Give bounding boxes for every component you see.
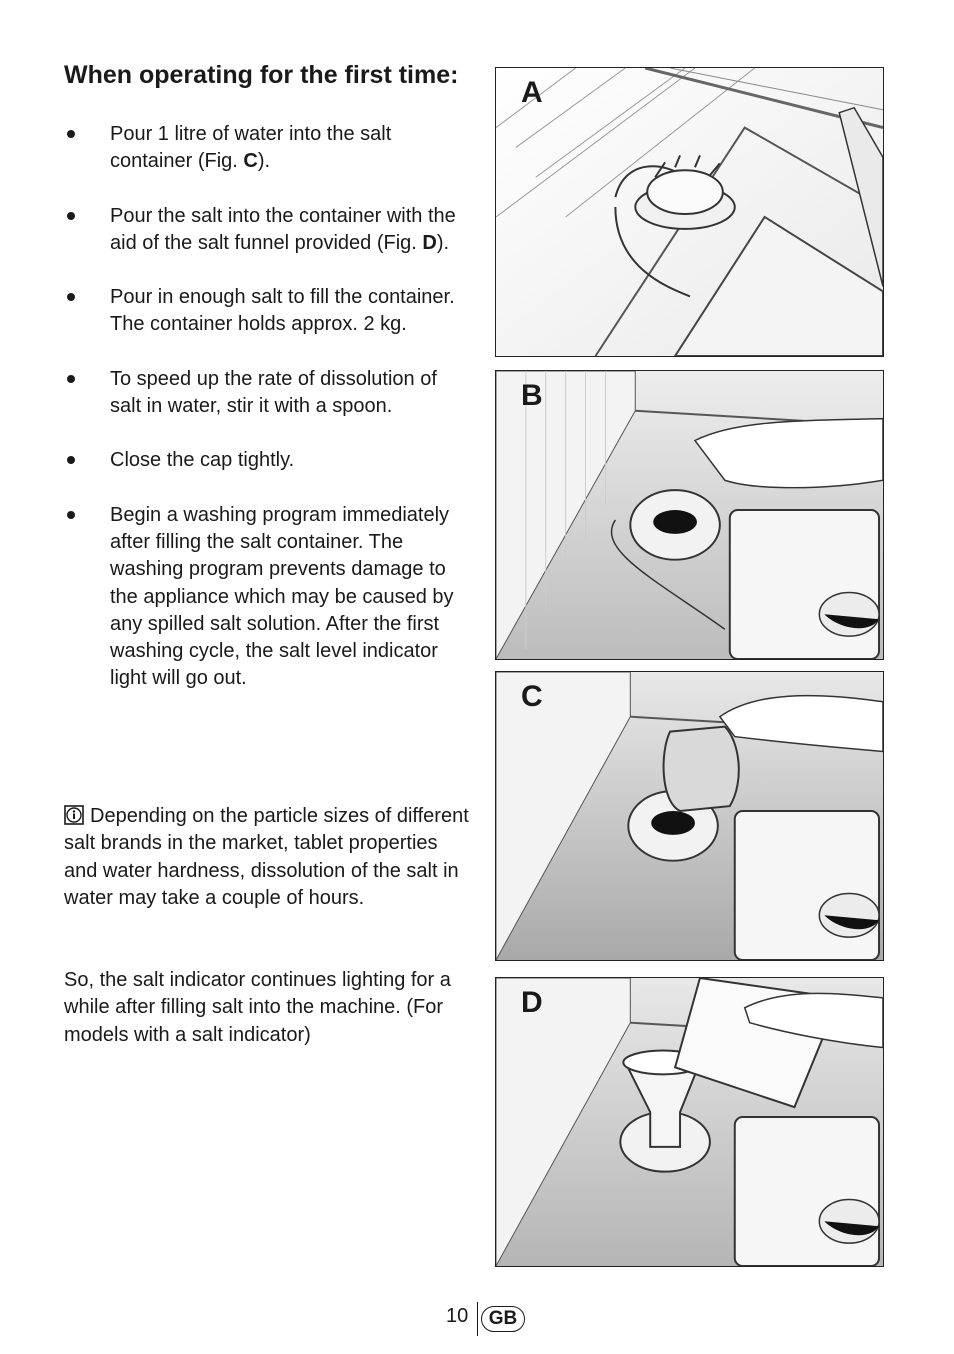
salt-indicator-note: So, the salt indicator continues lighting for a while after filling salt into the machine. (For models with a salt indicator) — [64, 969, 451, 1046]
section-heading: When operating for the first time: — [64, 61, 459, 89]
instruction-list — [64, 121, 464, 693]
figure-label: A — [521, 76, 543, 109]
figure-a-illustration — [496, 68, 883, 356]
language-badge: GB — [481, 1306, 525, 1332]
step-text: Pour the salt into the container with the aid of the salt funnel provided (Fig. — [110, 204, 456, 254]
step-text-end: ). — [436, 231, 450, 254]
step-text: To speed up the rate of dissolution of salt in water, stir it with a spoon. — [110, 367, 437, 418]
info-icon — [64, 805, 84, 825]
figure-c — [495, 671, 884, 961]
step-text: Pour 1 litre of water into the salt container (Fig. — [110, 123, 392, 173]
info-note — [64, 803, 469, 912]
fig-ref: D — [422, 231, 437, 254]
page-number: 10 — [446, 1305, 469, 1327]
page-footer — [0, 1302, 954, 1338]
figure-label: D — [521, 986, 543, 1019]
list-item — [64, 366, 464, 421]
figure-a — [495, 67, 884, 357]
figure-c-illustration — [496, 672, 883, 960]
figure-d-illustration — [496, 978, 883, 1266]
list-item — [64, 447, 464, 474]
list-item — [64, 284, 464, 339]
list-item — [64, 203, 464, 258]
info-note-text: Depending on the particle sizes of different salt brands in the market, tablet properties and water hardness, dissolution of the salt in water may take a couple of hours. — [64, 805, 469, 909]
fig-ref: C — [243, 150, 258, 173]
footer-divider — [477, 1302, 478, 1336]
figure-d — [495, 977, 884, 1267]
figure-b-illustration — [496, 371, 883, 659]
figure-label: C — [521, 680, 543, 713]
step-text: Close the cap tightly. — [110, 449, 295, 472]
list-item — [64, 502, 464, 693]
figure-label: B — [521, 379, 543, 412]
list-item — [64, 121, 464, 176]
figure-b — [495, 370, 884, 660]
step-text-end: ). — [257, 150, 271, 173]
step-text: Begin a washing program immediately after filling the salt container. The washing program prevents damage to the appliance which may be caused by any spilled salt solution. After the first washing cycle, the salt level indicator light will go out. — [110, 503, 454, 690]
step-text: Pour in enough salt to fill the container. The container holds approx. 2 kg. — [110, 286, 455, 336]
